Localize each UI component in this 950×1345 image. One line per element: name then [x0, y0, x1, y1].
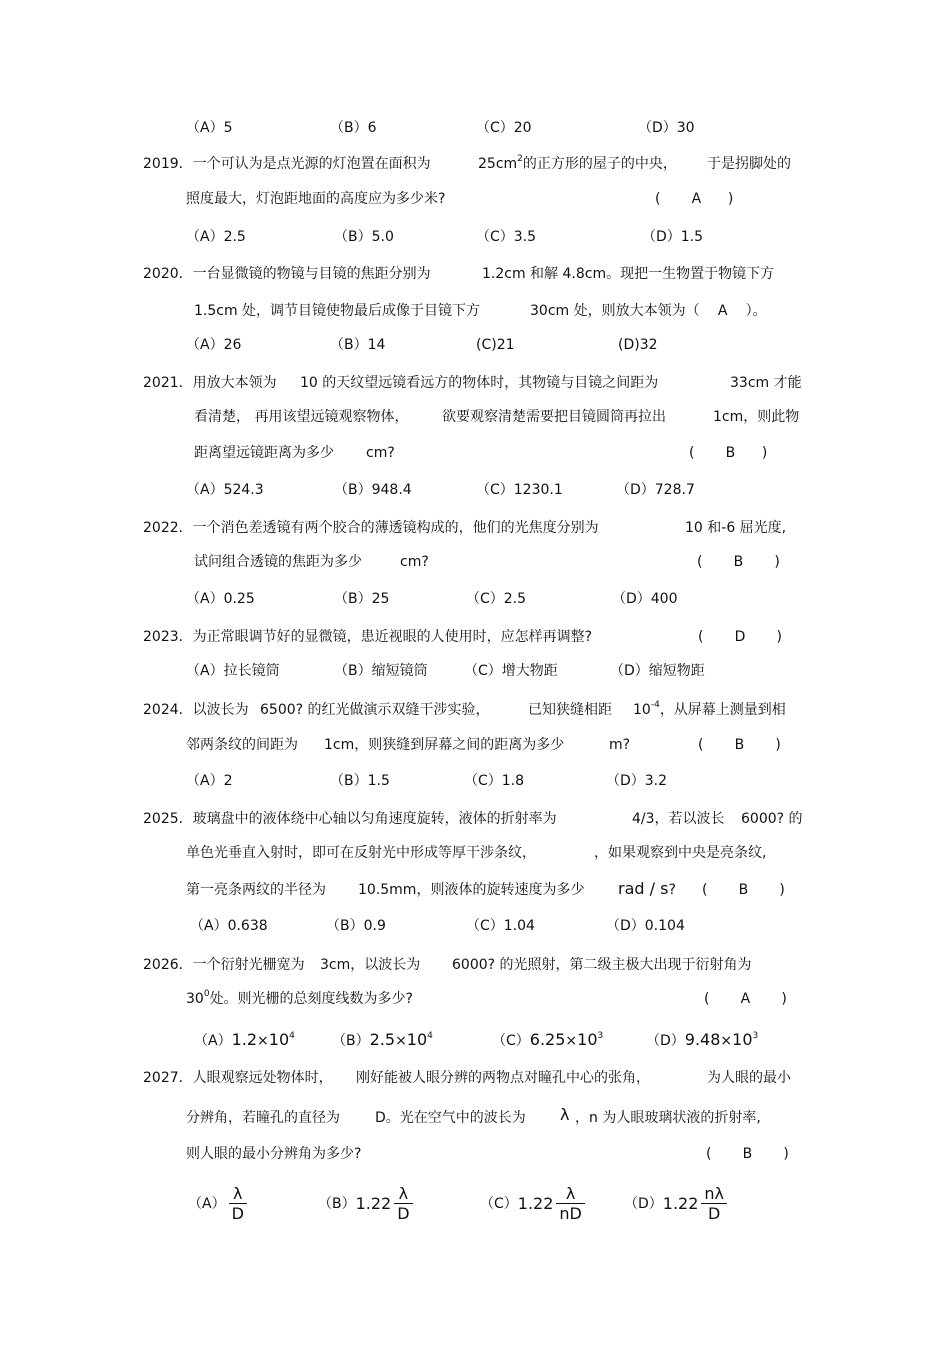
- q2026-option-b-label: （B）: [332, 1033, 370, 1049]
- q2019-option-c: （C）3.5: [476, 229, 537, 245]
- q2022-answer: ( B ): [697, 554, 780, 570]
- q2021-answer: ( B ): [689, 445, 768, 461]
- q2025-line3: 第一亮条两纹的半径为: [186, 882, 326, 898]
- q2025-option-b: （B）0.9: [326, 918, 386, 934]
- q2022-number: 2022．: [143, 520, 193, 536]
- q2027-option-c: [480, 1180, 585, 1228]
- q2027-option-a-numerator: λ: [229, 1185, 247, 1204]
- q2021-line2: 看清楚， 再用该望远镜观察物体，: [194, 409, 409, 425]
- q2024-spacing-base: 10: [633, 702, 651, 718]
- q2025-line1: [143, 809, 557, 829]
- q2026-option-d-coef: 9.48: [684, 1030, 721, 1049]
- q2023-text: 为正常眼调节好的显微镜，患近视眼的人使用时，应怎样再调整?: [192, 629, 593, 645]
- q2027-option-c-denominator: nD: [559, 1203, 582, 1223]
- q2023-option-c: （C）增大物距: [464, 663, 558, 679]
- q2027-number: 2027．: [143, 1070, 193, 1086]
- q2022-option-d: （D）400: [612, 591, 678, 607]
- q2027-option-d-coef: 1.22: [662, 1194, 699, 1213]
- q2026-option-d-times: ×: [720, 1033, 733, 1049]
- q2027-option-c-label: （C）: [480, 1196, 518, 1212]
- q2021-option-c: （C）1230.1: [476, 482, 563, 498]
- q2019-area-value: 25cm: [478, 156, 518, 172]
- q2025-line3-unit: [618, 879, 676, 900]
- q2026-option-a-times: ×: [257, 1033, 269, 1049]
- q2025-unit: rad / s: [618, 879, 669, 898]
- q2026-angle-value: 30: [186, 991, 204, 1007]
- q2025-answer: ( B ): [702, 882, 785, 898]
- q2027-line1-end: 为人眼的最小: [707, 1070, 791, 1086]
- q2026-option-b-base: 10: [406, 1030, 428, 1049]
- q2019-number: 2019．: [143, 156, 193, 172]
- q2027-option-b: [318, 1180, 413, 1228]
- q2020-number: 2020．: [143, 266, 193, 282]
- q2024-line2-mid: 1cm，则狭缝到屏幕之间的距离为多少: [324, 737, 565, 753]
- q2018-option-b: （B）6: [330, 120, 377, 136]
- q2021-line3: 距离望远镜距离为多少: [194, 445, 334, 461]
- q2021-number: 2021．: [143, 375, 193, 391]
- q2027-option-d-denominator: D: [708, 1203, 721, 1223]
- q2026-option-c-label: （C）: [492, 1033, 530, 1049]
- q2022-option-b: （B）25: [334, 591, 390, 607]
- q2026-option-b-coef: 2.5: [369, 1030, 396, 1049]
- q2021-option-d: （D）728.7: [616, 482, 695, 498]
- q2025-number: 2025．: [143, 811, 193, 827]
- q2027-option-d-numerator: nλ: [701, 1185, 727, 1204]
- q2024-line1-slit: 已知狭缝相距: [528, 702, 612, 718]
- q2027-line2: 分辨角，若瞳孔的直径为: [186, 1110, 340, 1126]
- q2027-option-b-coef: 1.22: [355, 1194, 392, 1213]
- q2024-option-a: （A）2: [186, 773, 233, 789]
- q2020-line2: 1.5cm 处，调节目镜使物最后成像于目镜下方: [194, 303, 481, 319]
- q2021-line2-mid: 欲要观察清楚需要把目镜圆筒再拉出: [442, 409, 666, 425]
- q2025-line3-mid: 10.5mm，则液体的旋转速度为多少: [358, 882, 585, 898]
- q2026-text: 一个衍射光栅宽为: [192, 957, 305, 973]
- q2024-option-c: （C）1.8: [464, 773, 525, 789]
- q2021-option-b: （B）948.4: [334, 482, 412, 498]
- q2027-option-b-denominator: D: [397, 1203, 410, 1223]
- q2026-answer: ( A ): [704, 991, 787, 1007]
- q2026-option-c: [492, 1030, 603, 1051]
- q2027-line2-end: ，n 为人眼玻璃状液的折射率,: [575, 1110, 761, 1126]
- q2026-text: 处。则光栅的总刻度线数为多少?: [209, 991, 413, 1007]
- q2027-option-a-label: （A）: [188, 1196, 226, 1212]
- q2025-option-d: （D）0.104: [606, 918, 685, 934]
- q2022-option-a: （A）0.25: [186, 591, 255, 607]
- q2024-options: [186, 771, 886, 791]
- q2026-option-d-base: 10: [732, 1030, 753, 1049]
- q2026-line2: [186, 989, 413, 1009]
- q2026-option-a-coef: 1.2: [231, 1030, 258, 1049]
- q2023-option-d: （D）缩短物距: [610, 663, 705, 679]
- q2027-option-b-label: （B）: [318, 1196, 356, 1212]
- q2018-option-c: （C）20: [476, 120, 532, 136]
- q2021-line1-end: 33cm 才能: [730, 375, 802, 391]
- q2023-options: [186, 661, 886, 681]
- q2025-line2-end: ，如果观察到中央是亮条纹,: [594, 845, 767, 861]
- q2026-option-c-exp: 3: [597, 1031, 604, 1041]
- q2019-line2: 照度最大，灯泡距地面的高度应为多少米?: [186, 191, 446, 207]
- q2022-line1: [143, 518, 599, 538]
- q2027-option-c-coef: 1.22: [517, 1194, 554, 1213]
- q2022-option-c: （C）2.5: [466, 591, 527, 607]
- q2020-line1: [143, 264, 431, 284]
- q2018-options: [186, 118, 886, 138]
- q2019-option-a: （A）2.5: [186, 229, 246, 245]
- q2023-option-b: （B）缩短镜筒: [334, 663, 428, 679]
- q2026-option-d-label: （D）: [646, 1033, 685, 1049]
- q2026-line1-end: 6000? 的光照射，第二级主极大出现于衍射角为: [452, 957, 752, 973]
- q2024-line2-unit: m?: [609, 737, 631, 753]
- q2025-options: [190, 916, 890, 936]
- q2025-text: ?: [668, 882, 676, 898]
- q2019-text: 一个可认为是点光源的灯泡置在面积为: [192, 156, 431, 172]
- q2027-option-c-numerator: λ: [556, 1185, 584, 1204]
- q2027-option-d-fraction: [701, 1185, 727, 1224]
- q2027-option-c-fraction: [556, 1185, 584, 1224]
- q2027-options: [188, 1180, 888, 1228]
- q2026-line1-mid: 3cm，以波长为: [320, 957, 421, 973]
- q2024-number: 2024．: [143, 702, 193, 718]
- q2022-line2: 试问组合透镜的焦距为多少: [194, 554, 362, 570]
- q2021-line1: [143, 373, 277, 393]
- q2021-line2-end: 1cm，则此物: [713, 409, 800, 425]
- q2020-option-d: (D)32: [618, 337, 658, 353]
- q2025-option-a: （A）0.638: [190, 918, 268, 934]
- q2026-number: 2026．: [143, 957, 193, 973]
- q2021-line3-unit: cm?: [366, 445, 395, 461]
- q2027-option-a: [188, 1180, 247, 1228]
- q2019-option-b: （B）5.0: [334, 229, 394, 245]
- q2025-line2: 单色光垂直入射时，即可在反射光中形成等厚干涉条纹，: [186, 845, 536, 861]
- q2022-line2-unit: cm?: [400, 554, 429, 570]
- q2026-option-c-times: ×: [565, 1033, 578, 1049]
- q2023-option-a: （A）拉长镜筒: [186, 663, 280, 679]
- q2018-option-d: （D）30: [638, 120, 695, 136]
- q2027-line2-mid: D。光在空气中的波长为: [375, 1110, 526, 1126]
- q2021-option-a: （A）524.3: [186, 482, 264, 498]
- q2026-option-c-coef: 6.25: [529, 1030, 566, 1049]
- q2027-option-a-fraction: [229, 1185, 247, 1224]
- q2026-option-d-exp: 3: [752, 1031, 759, 1041]
- q2026-option-b: [332, 1030, 433, 1051]
- q2027-text: 人眼观察远处物体时，: [192, 1070, 333, 1086]
- q2019-line1-area: [478, 154, 677, 174]
- q2021-line1-mid: 10 的天纹望远镜看远方的物体时，其物镜与目镜之间距为: [300, 375, 659, 391]
- q2026-option-b-exp: 4: [427, 1031, 433, 1041]
- q2027-answer: ( B ): [706, 1146, 789, 1162]
- q2027-line2-lambda: λ: [560, 1105, 570, 1124]
- q2019-text: 的正方形的屋子的中央，: [522, 156, 677, 172]
- q2022-text: 一个消色差透镜有两个胶合的薄透镜构成的，他们的光焦度分别为: [192, 520, 599, 536]
- q2023-answer: ( D ): [698, 629, 783, 645]
- q2026-option-a-exp: 4: [289, 1031, 295, 1041]
- q2020-line1-end: 1.2cm 和解 4.8cm。现把一生物置于物镜下方: [482, 266, 775, 282]
- q2027-option-b-fraction: [394, 1185, 412, 1224]
- q2020-options: [186, 335, 886, 355]
- q2024-line1: [143, 700, 249, 720]
- q2025-option-c: （C）1.04: [466, 918, 535, 934]
- q2019-answer: ( A ): [655, 191, 734, 207]
- q2024-text: 以波长为: [192, 702, 249, 718]
- q2027-line1-mid: 刚好能被人眼分辨的两物点对瞳孔中心的张角，: [356, 1070, 650, 1086]
- q2019-area-exponent: 2: [517, 154, 523, 164]
- q2027-option-d-label: （D）: [624, 1196, 663, 1212]
- q2025-line1-mid: 4/3，若以波长: [632, 811, 725, 827]
- q2024-text: ，从屏幕上测量到相: [659, 702, 786, 718]
- q2024-spacing-exponent: -4: [650, 700, 660, 710]
- q2019-options: [186, 227, 886, 247]
- q2025-text: 玻璃盘中的液体绕中心轴以匀角速度旋转，液体的折射率为: [192, 811, 557, 827]
- q2020-option-c: (C)21: [476, 337, 515, 353]
- q2026-line1: [143, 955, 305, 975]
- q2021-options: [186, 480, 886, 500]
- q2019-line1-end: 于是拐脚处的: [707, 156, 791, 172]
- q2020-answer: A: [717, 303, 728, 319]
- q2020-option-b: （B）14: [330, 337, 386, 353]
- q2024-line1-end: [633, 700, 786, 720]
- q2024-answer: ( B ): [698, 737, 781, 753]
- q2026-options: [194, 1030, 894, 1050]
- q2026-option-a: [194, 1030, 295, 1051]
- q2022-line1-end: 10 和-6 屈光度,: [685, 520, 787, 536]
- q2026-option-b-times: ×: [395, 1033, 407, 1049]
- q2020-text: 30cm 处，则放大本领为（: [530, 303, 700, 319]
- q2018-option-a: （A）5: [186, 120, 233, 136]
- q2023-line1: [143, 627, 592, 647]
- q2020-line2-end: [530, 301, 767, 321]
- q2021-text: 用放大本领为: [192, 375, 277, 391]
- q2019-option-d: （D）1.5: [642, 229, 704, 245]
- q2020-text: 一台显微镜的物镜与目镜的焦距分别为: [192, 266, 431, 282]
- q2026-option-a-base: 10: [268, 1030, 290, 1049]
- q2027-line1: [143, 1068, 333, 1088]
- q2024-option-b: （B）1.5: [330, 773, 390, 789]
- q2027-option-d: [624, 1180, 727, 1228]
- q2020-option-a: （A）26: [186, 337, 242, 353]
- q2026-option-d: [646, 1030, 758, 1051]
- q2027-line3: 则人眼的最小分辨角为多少?: [186, 1146, 362, 1162]
- q2023-number: 2023．: [143, 629, 193, 645]
- q2027-option-a-denominator: D: [231, 1203, 244, 1223]
- q2022-options: [186, 589, 886, 609]
- q2026-angle-degree: 0: [203, 989, 210, 999]
- q2024-option-d: （D）3.2: [606, 773, 668, 789]
- q2024-line1-wavelength: 6500? 的红光做演示双缝干涉实验，: [260, 702, 490, 718]
- q2027-option-b-numerator: λ: [394, 1185, 412, 1204]
- q2019-line1: [143, 154, 431, 174]
- q2024-line2: 邻两条纹的间距为: [186, 737, 298, 753]
- q2026-option-c-base: 10: [577, 1030, 598, 1049]
- q2025-line1-end: 6000? 的: [741, 811, 803, 827]
- q2026-option-a-label: （A）: [194, 1033, 232, 1049]
- q2020-text: ）。: [745, 303, 767, 319]
